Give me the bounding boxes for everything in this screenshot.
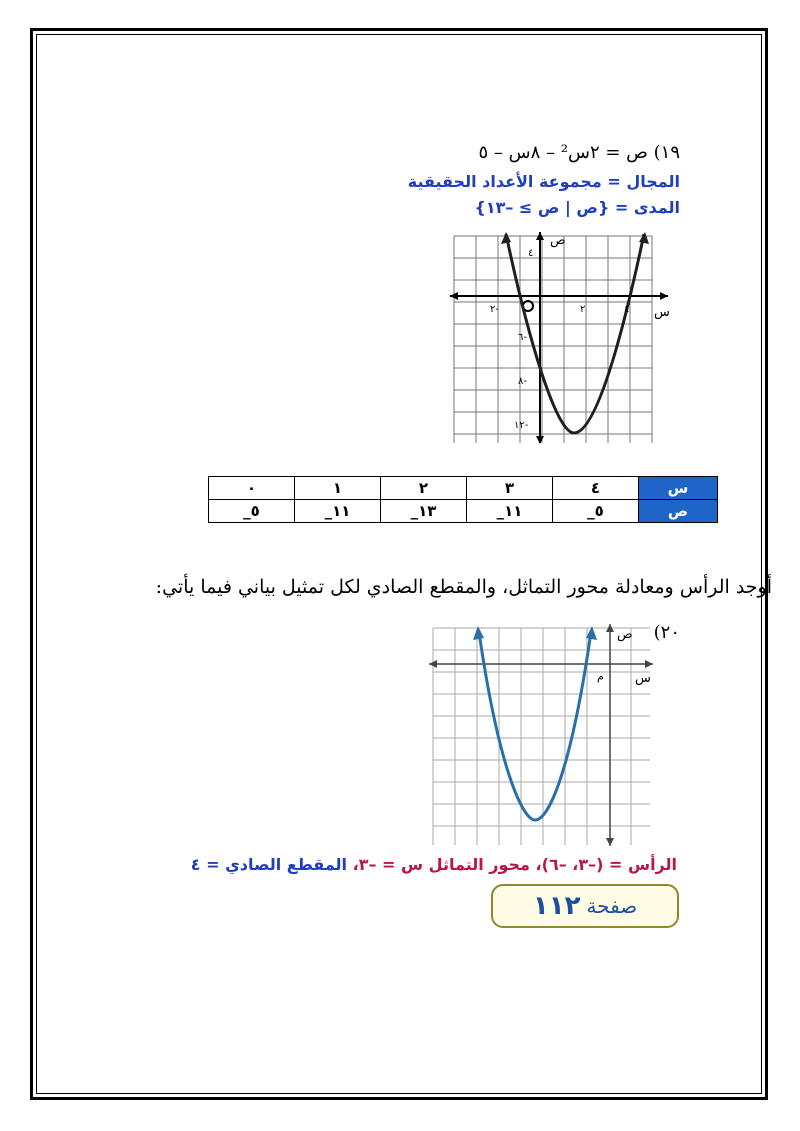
graph-19-y-tick-neg6: ٦- [518,332,527,343]
values-table [208,476,718,523]
problem-19-equation: ١٩) ص = ٢س² – ٨س – ٥ [478,142,680,163]
graph-19-y-tick-neg12: ١٢- [514,420,529,431]
graph-19 [440,228,672,448]
graph-19-curve-arrow-right [639,232,649,244]
table-cell: ٥_ [209,500,295,523]
graph-20-y-arrow-down [606,838,614,846]
graph-19-y-label: ص [550,233,566,248]
table-cell: ١١_ [467,500,553,523]
answer-y-intercept: المقطع الصادي = ٤ [190,855,348,874]
table-cell: ٣ [467,477,553,500]
graph-19-x-tick-4: ٤ [624,304,630,315]
table-cell: ١١_ [295,500,381,523]
page-number-badge [491,884,679,928]
graph-19-x-arrow-right [660,292,668,300]
graph-19-y-tick-4: ٤ [528,248,534,259]
graph-20-parabola [479,632,591,820]
answer-vertex: الرأس = (–٣، –٦)، [529,855,677,874]
graph-20-grid [433,628,650,845]
problem-20-answer [191,855,677,874]
graph-20-x-arrow-right [645,660,653,668]
graph-19-y-arrow-down [536,436,544,444]
table-cell: ٢ [381,477,467,500]
table-cell: ٥_ [553,500,639,523]
graph-19-curve-arrow-left [501,232,511,244]
instruction-text: أوجد الرأس ومعادلة محور التماثل، والمقطع الصادي لكل تمثيل بياني فيما يأتي: [155,576,772,598]
table-header-y: ص [639,500,718,523]
graph-20 [425,620,655,850]
table-cell: ٤ [553,477,639,500]
table-row-y [209,500,718,523]
graph-20-origin-label: م [597,670,604,683]
page-border-inner [36,34,762,1094]
table-header-x: س [639,477,718,500]
problem-20-number: ٢٠) [653,622,680,643]
graph-19-grid [454,236,652,443]
page-number: ١١٢ [532,891,581,921]
table-cell: ١ [295,477,381,500]
graph-20-y-label: ص [617,627,633,642]
problem-19-domain: المجال = مجموعة الأعداد الحقيقية [407,172,680,191]
graph-19-y-tick-neg8: ٨- [518,376,527,387]
graph-20-x-label: س [635,671,651,686]
answer-axis-of-symmetry: محور التماثل س = –٣، [347,855,530,874]
table-cell: ٠ [209,477,295,500]
problem-19-range: المدى = {ص | ص ≥ –١٣} [474,198,680,217]
graph-19-x-tick-neg2: ٢- [490,304,499,315]
table-cell: ١٣_ [381,500,467,523]
graph-19-x-tick-2: ٢ [580,304,586,315]
graph-19-x-label: س [654,305,670,320]
table-row-x [209,477,718,500]
page-word: صفحة [586,894,638,918]
